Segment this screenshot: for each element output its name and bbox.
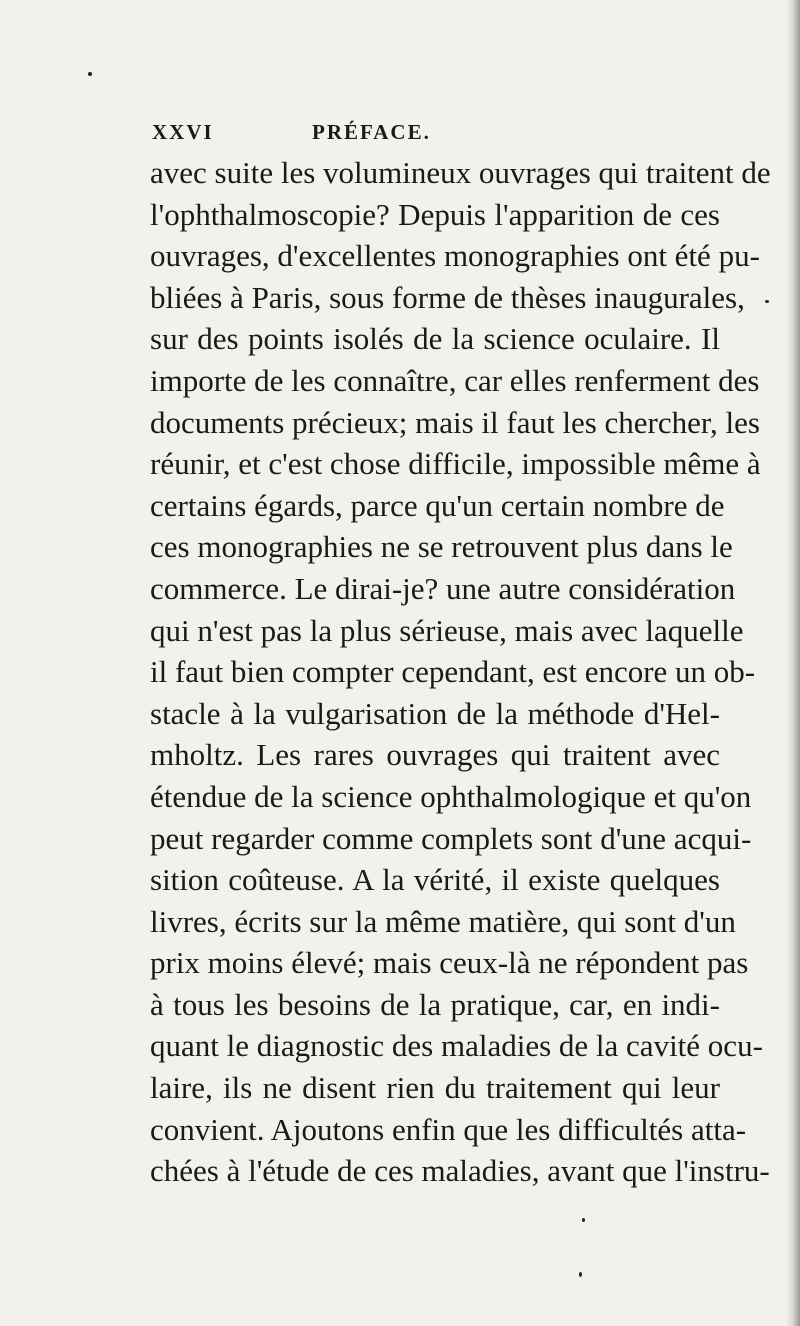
text-line: ces monographies ne se retrouvent plus dans le xyxy=(150,529,733,565)
text-line: convient. Ajoutons enfin que les difficultés atta- xyxy=(150,1111,747,1147)
print-speck xyxy=(579,1272,582,1277)
text-line: avec suite les volumineux ouvrages qui traitent de xyxy=(150,155,771,190)
text-line: peut regarder comme complets sont d'une acqui- xyxy=(150,820,752,856)
text-line: l'ophthalmoscopie? Depuis l'apparition de ces xyxy=(150,196,720,232)
text-line: laire, ils ne disent rien du traitement qui leur xyxy=(150,1070,720,1106)
text-line: bliées à Paris, sous forme de thèses inaugurales, xyxy=(150,279,745,315)
page-header xyxy=(152,110,712,150)
text-line: qui n'est pas la plus sérieuse, mais avec laquelle xyxy=(150,612,744,648)
text-line: importe de les connaître, car elles renferment des xyxy=(150,362,760,398)
text-line: prix moins élevé; mais ceux-là ne répondent pas xyxy=(150,945,749,981)
page-number: XXVI xyxy=(152,120,214,144)
print-speck xyxy=(765,300,769,303)
text-line: stacle à la vulgarisation de la méthode d'Hel- xyxy=(150,695,720,731)
text-line: commerce. Le dirai-je? une autre considération xyxy=(150,570,736,606)
print-speck xyxy=(582,1218,585,1222)
body-paragraph xyxy=(150,152,771,1192)
text-line: certains égards, parce qu'un certain nombre de xyxy=(150,487,725,523)
text-line: documents précieux; mais il faut les chercher, les xyxy=(150,404,760,440)
text-line: à tous les besoins de la pratique, car, en indi- xyxy=(150,986,720,1022)
running-title: PRÉFACE. xyxy=(312,120,431,144)
text-line: mholtz. Les rares ouvrages qui traitent avec xyxy=(150,737,720,773)
text-line: étendue de la science ophthalmologique et qu'on xyxy=(150,778,752,814)
text-line: réunir, et c'est chose difficile, impossible même à xyxy=(150,446,761,482)
text-line: il faut bien compter cependant, est encore un ob- xyxy=(150,654,756,690)
text-line: sur des points isolés de la science oculaire. Il xyxy=(150,321,720,357)
text-line: quant le diagnostic des maladies de la cavité ocu- xyxy=(150,1028,763,1064)
text-line: ouvrages, d'excellentes monographies ont été pu- xyxy=(150,238,760,274)
text-line: sition coûteuse. A la vérité, il existe quelques xyxy=(150,862,720,898)
text-line: chées à l'étude de ces maladies, avant que l'instru- xyxy=(150,1153,770,1189)
text-line: livres, écrits sur la même matière, qui sont d'un xyxy=(150,903,736,939)
print-speck xyxy=(88,72,92,76)
page-edge-shadow xyxy=(786,0,800,1326)
